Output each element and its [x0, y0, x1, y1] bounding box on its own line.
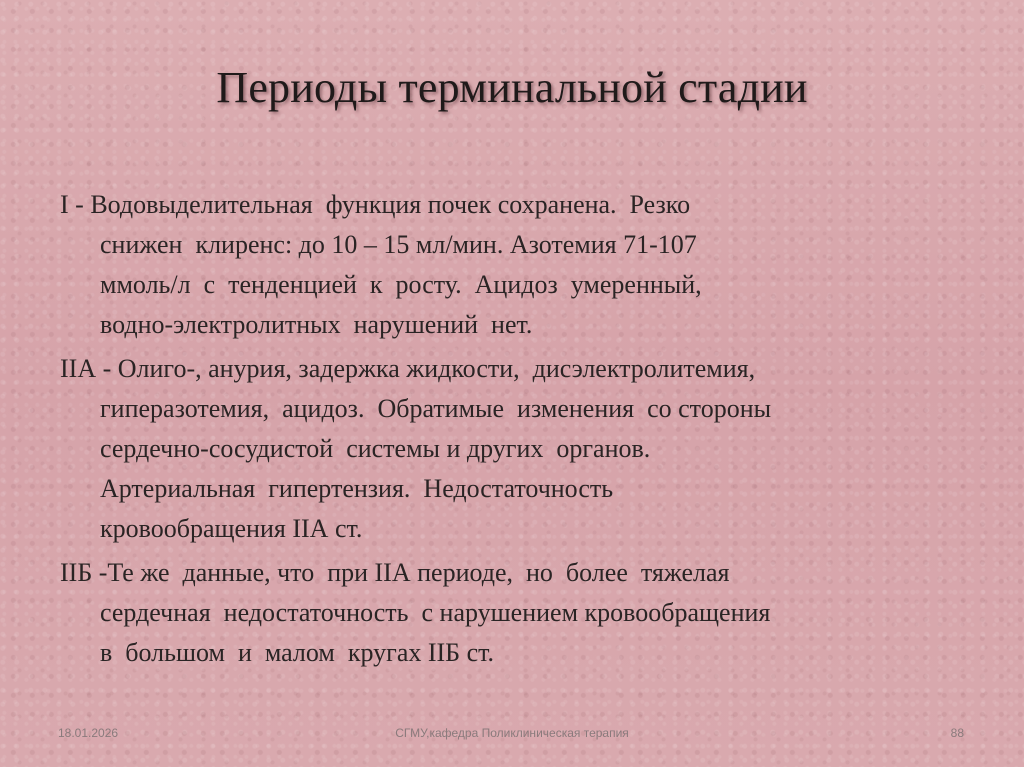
period-text-line: в большом и малом кругах IIБ ст.	[100, 638, 495, 667]
period-text-line: сердечная недостаточность с нарушением кровообращения	[100, 598, 771, 627]
period-marker: IIА -	[60, 354, 118, 383]
period-text-line: Олиго-, анурия, задержка жидкости, дисэлектролитемия,	[117, 354, 756, 383]
period-marker: IIБ -	[60, 558, 108, 587]
period-text-line: снижен клиренс: до 10 – 15 мл/мин. Азотемия 71-107	[100, 230, 697, 259]
period-item-2a	[60, 349, 960, 549]
period-text-line: водно-электролитных нарушений нет.	[100, 310, 533, 339]
footer-date: 18.01.2026	[58, 726, 119, 740]
period-text-line: ммоль/л с тенденцией к росту. Ацидоз умеренный,	[100, 270, 702, 299]
footer-page-number: 88	[950, 726, 964, 740]
period-item-1	[60, 185, 960, 345]
slide-content	[60, 185, 960, 673]
period-item-2b	[60, 553, 960, 673]
footer-department: СГМУ,кафедра Поликлиническая терапия	[395, 726, 629, 740]
period-text-line: кровообращения IIА ст.	[100, 514, 363, 543]
period-text-line: Водовыделительная функция почек сохранена. Резко	[90, 190, 691, 219]
period-text-line: Артериальная гипертензия. Недостаточность	[100, 474, 614, 503]
period-text-line: Те же данные, что при IIА периоде, но более тяжелая	[107, 558, 730, 587]
period-marker: I -	[60, 190, 91, 219]
period-text-line: гиперазотемия, ацидоз. Обратимые изменения со стороны	[100, 394, 772, 423]
slide-title: Периоды терминальной стадии	[216, 63, 808, 112]
period-text-line: сердечно-сосудистой системы и других органов.	[100, 434, 651, 463]
